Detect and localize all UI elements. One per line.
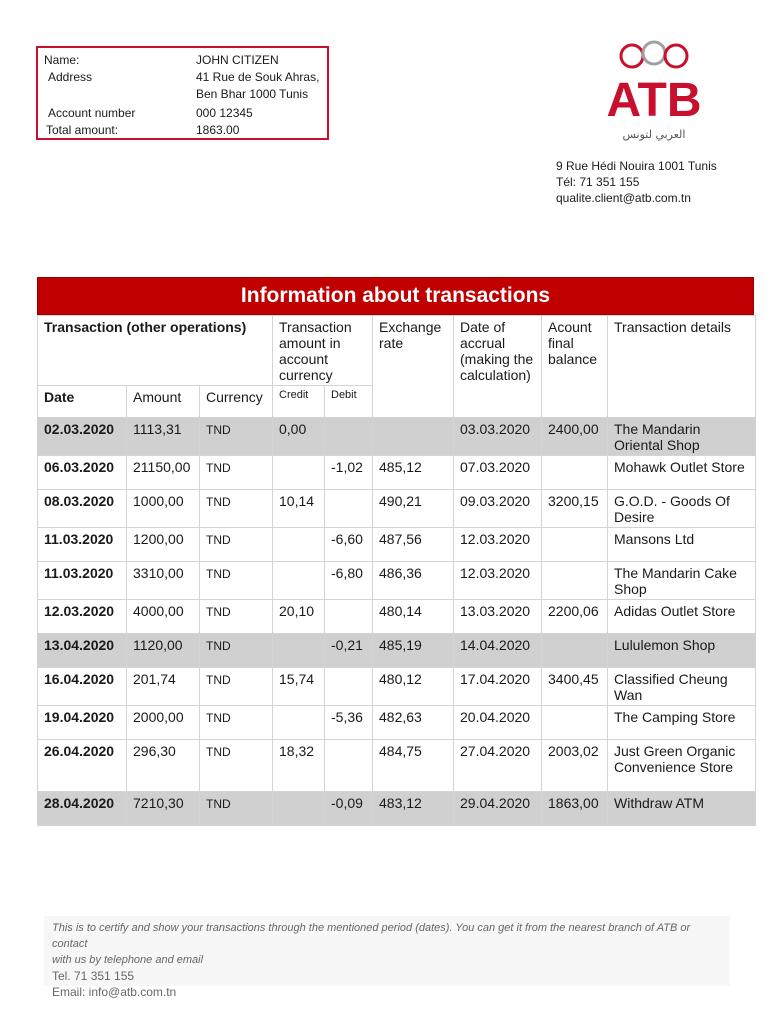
tx-exchange-rate: 485,12 — [373, 456, 454, 490]
tx-accrual-date: 20.04.2020 — [454, 706, 542, 740]
tx-date: 11.03.2020 — [38, 528, 127, 562]
tx-final-balance — [542, 562, 608, 600]
tx-exchange-rate: 480,12 — [373, 668, 454, 706]
tx-currency: TND — [200, 740, 273, 792]
tx-exchange-rate: 486,36 — [373, 562, 454, 600]
transactions-title: Information about transactions — [37, 277, 754, 315]
tx-amount: 7210,30 — [127, 792, 200, 826]
tx-credit — [273, 634, 325, 668]
tx-final-balance: 2200,06 — [542, 600, 608, 634]
name-value: JOHN CITIZEN — [196, 53, 279, 67]
tx-credit — [273, 792, 325, 826]
table-row — [38, 456, 756, 490]
tx-amount: 1000,00 — [127, 490, 200, 528]
atb-logo-graphic — [594, 40, 714, 146]
tx-details: The Mandarin Cake Shop — [608, 562, 756, 600]
tx-credit: 0,00 — [273, 418, 325, 456]
tx-date: 02.03.2020 — [38, 418, 127, 456]
tx-currency: TND — [200, 706, 273, 740]
footer — [44, 916, 730, 999]
tx-details: The Camping Store — [608, 706, 756, 740]
footer-note-line2: with us by telephone and email — [52, 954, 204, 966]
tx-accrual-date: 09.03.2020 — [454, 490, 542, 528]
tx-currency: TND — [200, 490, 273, 528]
tx-date: 26.04.2020 — [38, 740, 127, 792]
tx-final-balance: 3400,45 — [542, 668, 608, 706]
tx-credit: 15,74 — [273, 668, 325, 706]
tx-final-balance: 1863,00 — [542, 792, 608, 826]
tx-date: 08.03.2020 — [38, 490, 127, 528]
tx-accrual-date: 12.03.2020 — [454, 562, 542, 600]
tx-date: 06.03.2020 — [38, 456, 127, 490]
account-value: 000 12345 — [196, 106, 253, 120]
header-row-1 — [38, 316, 756, 386]
tx-accrual-date: 27.04.2020 — [454, 740, 542, 792]
tx-exchange-rate: 480,14 — [373, 600, 454, 634]
tx-amount: 21150,00 — [127, 456, 200, 490]
tx-exchange-rate: 490,21 — [373, 490, 454, 528]
footer-note-line1: This is to certify and show your transactions through the mentioned period (dates). You can get it from the nearest branch of ATB or contact — [52, 922, 691, 950]
table-row — [38, 792, 756, 826]
header-transaction-details: Transaction details — [608, 316, 756, 418]
tx-debit: -6,60 — [325, 528, 373, 562]
transactions-body — [38, 418, 756, 826]
table-row — [38, 490, 756, 528]
tx-amount: 2000,00 — [127, 706, 200, 740]
tx-currency: TND — [200, 668, 273, 706]
header-amount: Amount — [127, 386, 200, 418]
tx-currency: TND — [200, 634, 273, 668]
tx-credit: 10,14 — [273, 490, 325, 528]
tx-currency: TND — [200, 562, 273, 600]
logo-subtext: العربي لتونس — [622, 128, 686, 141]
tx-details: Adidas Outlet Store — [608, 600, 756, 634]
tx-debit: -1,02 — [325, 456, 373, 490]
tx-final-balance — [542, 528, 608, 562]
account-label: Account number — [48, 106, 136, 120]
tx-amount: 1120,00 — [127, 634, 200, 668]
tx-debit: -6,80 — [325, 562, 373, 600]
table-row — [38, 668, 756, 706]
tx-debit: -5,36 — [325, 706, 373, 740]
header-date: Date — [38, 386, 127, 418]
table-row — [38, 528, 756, 562]
tx-exchange-rate: 482,63 — [373, 706, 454, 740]
tx-debit — [325, 740, 373, 792]
tx-accrual-date: 03.03.2020 — [454, 418, 542, 456]
tx-exchange-rate: 483,12 — [373, 792, 454, 826]
name-label: Name: — [44, 53, 80, 67]
total-label: Total amount: — [46, 123, 119, 137]
tx-accrual-date: 29.04.2020 — [454, 792, 542, 826]
tx-debit — [325, 490, 373, 528]
tx-date: 12.03.2020 — [38, 600, 127, 634]
table-row — [38, 562, 756, 600]
tx-details: The Mandarin Oriental Shop — [608, 418, 756, 456]
tx-accrual-date: 07.03.2020 — [454, 456, 542, 490]
total-value: 1863.00 — [196, 123, 240, 137]
header-currency: Currency — [200, 386, 273, 418]
tx-date: 28.04.2020 — [38, 792, 127, 826]
table-row — [38, 634, 756, 668]
table-row — [38, 600, 756, 634]
tx-currency: TND — [200, 600, 273, 634]
customer-info-box — [36, 46, 329, 140]
tx-exchange-rate: 484,75 — [373, 740, 454, 792]
tx-amount: 201,74 — [127, 668, 200, 706]
tx-credit — [273, 528, 325, 562]
tx-amount: 296,30 — [127, 740, 200, 792]
tx-accrual-date: 17.04.2020 — [454, 668, 542, 706]
tx-debit — [325, 600, 373, 634]
atb-logo — [594, 40, 714, 146]
tx-credit — [273, 706, 325, 740]
table-row — [38, 740, 756, 792]
tx-details: Withdraw ATM — [608, 792, 756, 826]
tx-debit: -0,21 — [325, 634, 373, 668]
tx-date: 13.04.2020 — [38, 634, 127, 668]
header-date-of-accrual: Date of accrual (making the calculation) — [454, 316, 542, 418]
tx-currency: TND — [200, 792, 273, 826]
header-debit: Debit — [325, 386, 373, 418]
bank-email: qualite.client@atb.com.tn — [556, 191, 691, 205]
tx-amount: 1200,00 — [127, 528, 200, 562]
table-row — [38, 706, 756, 740]
address-label: Address — [48, 70, 93, 84]
tx-final-balance: 3200,15 — [542, 490, 608, 528]
tx-amount: 1113,31 — [127, 418, 200, 456]
tx-debit: -0,09 — [325, 792, 373, 826]
tx-accrual-date: 12.03.2020 — [454, 528, 542, 562]
tx-credit: 18,32 — [273, 740, 325, 792]
header-final-balance: Acount final balance — [542, 316, 608, 418]
header-exchange-rate: Exchange rate — [373, 316, 454, 418]
tx-currency: TND — [200, 418, 273, 456]
address-line2: Ben Bhar 1000 Tunis — [196, 87, 309, 101]
tx-final-balance — [542, 706, 608, 740]
tx-final-balance — [542, 634, 608, 668]
header-transaction-group: Transaction (other operations) — [38, 316, 273, 386]
tx-credit — [273, 456, 325, 490]
tx-details: G.O.D. - Goods Of Desire — [608, 490, 756, 528]
tx-currency: TND — [200, 528, 273, 562]
tx-currency: TND — [200, 456, 273, 490]
tx-final-balance: 2003,02 — [542, 740, 608, 792]
footer-phone: Tel. 71 351 155 — [52, 969, 135, 983]
header-credit: Credit — [273, 386, 325, 418]
tx-accrual-date: 13.03.2020 — [454, 600, 542, 634]
tx-details: Classified Cheung Wan — [608, 668, 756, 706]
tx-accrual-date: 14.04.2020 — [454, 634, 542, 668]
tx-amount: 4000,00 — [127, 600, 200, 634]
tx-exchange-rate — [373, 418, 454, 456]
tx-debit — [325, 668, 373, 706]
tx-details: Mansons Ltd — [608, 528, 756, 562]
bank-contact-block — [556, 158, 766, 206]
tx-date: 19.04.2020 — [38, 706, 127, 740]
tx-details: Mohawk Outlet Store — [608, 456, 756, 490]
tx-final-balance — [542, 456, 608, 490]
tx-credit — [273, 562, 325, 600]
tx-amount: 3310,00 — [127, 562, 200, 600]
address-line1: 41 Rue de Souk Ahras, — [196, 70, 320, 84]
footer-email: Email: info@atb.com.tn — [52, 985, 177, 999]
tx-final-balance: 2400,00 — [542, 418, 608, 456]
header-amount-in-account-currency: Transaction amount in account currency — [273, 316, 373, 386]
transactions-table — [37, 315, 756, 826]
logo-text: ATB — [606, 74, 702, 127]
tx-date: 16.04.2020 — [38, 668, 127, 706]
tx-details: Just Green Organic Convenience Store — [608, 740, 756, 792]
bank-address: 9 Rue Hédi Nouira 1001 Tunis — [556, 159, 717, 173]
bank-phone: Tél: 71 351 155 — [556, 175, 640, 189]
tx-date: 11.03.2020 — [38, 562, 127, 600]
table-row — [38, 418, 756, 456]
tx-debit — [325, 418, 373, 456]
tx-exchange-rate: 485,19 — [373, 634, 454, 668]
tx-details: Lululemon Shop — [608, 634, 756, 668]
tx-exchange-rate: 487,56 — [373, 528, 454, 562]
tx-credit: 20,10 — [273, 600, 325, 634]
